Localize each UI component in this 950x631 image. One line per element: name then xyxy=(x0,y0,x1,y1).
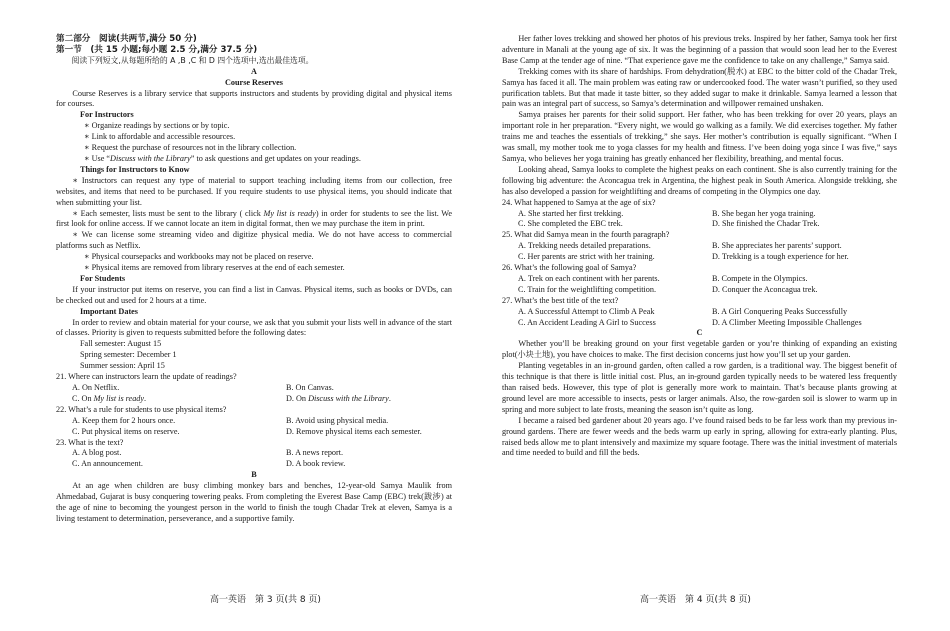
things-item: ∗ Physical items are removed from library reserves at the end of each semester. xyxy=(84,263,345,273)
q21-option-d[interactable]: D. On Discuss with the Library. xyxy=(286,393,391,403)
q23-option-b[interactable]: B. A news report. xyxy=(286,448,344,458)
passage-b-paragraph-4: Samya praises her parents for their solid support. Her father, who has been trekking for over 20 years, plays an important role in her preparation. “Every night, we would go walking as a family. We did exercises together. My father trains me and teaches the essentials of trekking,” she says. Her mother’s contribution is equally significant. “When I was small, my mother took me to yoga classes for my health and fitness. I’ve been doing yoga since I was five,” says Samya, who believes her yoga training has greatly enhanced her flexibility, breathing, and mental focus. xyxy=(502,110,897,163)
date-item: Summer session: April 15 xyxy=(80,361,165,371)
q26-options-row2 xyxy=(502,285,897,296)
passage-b-paragraph-2: Her father loves trekking and showed her photos of his previous treks. Inspired by her father, Samya took her first adventure in Manali at the young age of six. It was the beginning of a passion that would soon lead her to the Everest Base Camp at the tender age of nine. “That experience gave me the confidence to take on any challenge,” Samya said. xyxy=(502,34,897,65)
q22-option-b[interactable]: B. Avoid using physical media. xyxy=(286,415,389,425)
for-instructors-item: ∗ Request the purchase of resources not in the library collection. xyxy=(84,143,297,153)
q21-options-row2 xyxy=(56,394,452,405)
passage-b-label: B xyxy=(251,470,257,480)
date-item: Spring semester: December 1 xyxy=(80,350,177,360)
passage-c-paragraph-3: I became a raised bed gardener about 20 years ago. I’ve found raised beds to be far less work than my previous in-ground gardens. There are fewer weeds and the beds warm up early in spring, allowing for extra-early planting. Plus, raised beds allow me to plant intensively and maximize my square footage. There was the initial investment of materials and time needed to build and fill the beds. xyxy=(502,415,897,458)
q27-option-a[interactable]: A. A Successful Attempt to Climb A Peak xyxy=(518,306,655,316)
question-26: 26. What’s the following goal of Samya? xyxy=(502,263,637,273)
things-item: ∗ Each semester, lists must be sent to the library ( click My list is ready) in order for students to see the list. We first look for online access. If we cannot locate an item in digital format, then we may purchase the item in print. xyxy=(56,208,452,229)
q24-option-c[interactable]: C. She completed the EBC trek. xyxy=(518,219,623,229)
things-item: ∗ We can license some streaming video and digitize physical media. We do not have access to commercial platforms such as Netflix. xyxy=(56,230,452,251)
footer-right-page-number: 高一英语 第 4 页(共 8 页) xyxy=(640,595,751,605)
q27-options-row1 xyxy=(502,307,897,318)
q23-option-c[interactable]: C. An announcement. xyxy=(72,459,143,469)
for-instructors-heading: For Instructors xyxy=(80,110,134,120)
q23-options-row2 xyxy=(56,459,452,470)
for-instructors-item-use: ∗ Use “Discuss with the Library” to ask questions and get updates on your readings. xyxy=(84,153,361,163)
q21-option-b[interactable]: B. On Canvas. xyxy=(286,383,334,392)
q22-option-c[interactable]: C. Put physical items on reserve. xyxy=(72,426,180,436)
question-25: 25. What did Samya mean in the fourth paragraph? xyxy=(502,230,670,240)
question-21: 21. Where can instructors learn the update of readings? xyxy=(56,372,237,382)
passage-b-paragraph-1: At an age when children are busy climbing monkey bars and benches, 12-year-old Samya Maulik from Ahmedabad, Gujarat is busy conquering towering peaks. From completing the Everest Base Camp (EBC) trek(跋涉) at the age of nine to becoming the youngest person in the world to finish the tough Chadar Trek at eleven, Samya is a living testament to determination, perseverance, and a supportive family. xyxy=(56,481,452,523)
for-students-heading: For Students xyxy=(80,273,126,283)
q24-option-a[interactable]: A. She started her first trekking. xyxy=(518,208,624,218)
q24-options-row2 xyxy=(502,219,897,230)
q27-option-b[interactable]: B. A Girl Conquering Peaks Successfully xyxy=(712,306,848,316)
things-item: ∗ Physical coursepacks and workbooks may not be placed on reserve. xyxy=(84,252,314,262)
question-22: 22. What’s a rule for students to use physical items? xyxy=(56,404,227,414)
question-24: 24. What happened to Samya at the age of six? xyxy=(502,197,656,207)
passage-a-title: Course Reserves xyxy=(225,77,283,87)
intro-paragraph: Course Reserves is a library service that supports instructors and students by providing digital and physical items for courses. xyxy=(56,88,452,109)
q21-options-row1 xyxy=(56,383,452,394)
left-page xyxy=(56,34,452,525)
q27-option-c[interactable]: C. An Accident Leading A Girl to Success xyxy=(518,317,656,327)
passage-c-label: C xyxy=(696,328,703,338)
q21-option-c[interactable]: C. On My list is ready. xyxy=(72,393,147,403)
important-dates-paragraph: In order to review and obtain material for your course, we ask that you submit your lists well in advance of the start of classes. Priority is given to requests submitted before the following dates: xyxy=(56,317,452,338)
passage-b-paragraph-3: Trekking comes with its share of hardships. From dehydration(脱水) at EBC to the bitter cold of the Chadar Trek, Samya has faced it all. The main problem was eating raw or undercooked food. The water wasn’t purified, so they used purification tablets. But that made it taste bitter, so they added sugar to make it drinkable. Samya learned a lesson that pain was an integral part of success, so Samya’s determination and willpower remained unshaken. xyxy=(502,66,897,109)
q22-options-row2 xyxy=(56,427,452,438)
q26-option-c[interactable]: C. Train for the weightlifting competition. xyxy=(518,284,657,294)
footer-left-page-number: 高一英语 第 3 页(共 8 页) xyxy=(210,595,321,605)
for-instructors-item: ∗ Organize readings by sections or by topic. xyxy=(84,121,230,131)
q22-options-row1 xyxy=(56,416,452,427)
section1-header: 第一节 (共 15 小题;每小题 2.5 分,满分 37.5 分) xyxy=(56,44,258,55)
things-heading: Things for Instructors to Know xyxy=(80,164,190,174)
question-23: 23. What is the text? xyxy=(56,437,124,447)
passage-a-label: A xyxy=(251,66,257,76)
q22-option-d[interactable]: D. Remove physical items each semester. xyxy=(286,426,422,436)
for-students-paragraph: If your instructor put items on reserve, you can find a list in Canvas. Physical items, such as books or DVDs, can be checked out and used for 2 hours at a time. xyxy=(56,284,452,305)
important-dates-heading: Important Dates xyxy=(80,306,138,316)
q25-option-a[interactable]: A. Trekking needs detailed preparations. xyxy=(518,241,651,251)
q21-option-a[interactable]: A. On Netflix. xyxy=(72,383,120,392)
q26-option-a[interactable]: A. Trek on each continent with her parents. xyxy=(518,273,660,283)
instruction: 阅读下列短文,从每题所给的 A ,B ,C 和 D 四个选项中,选出最佳选项。 xyxy=(71,55,314,65)
q27-options-row2 xyxy=(502,318,897,329)
q25-option-c[interactable]: C. Her parents are strict with her training. xyxy=(518,252,655,262)
passage-c-paragraph-1: Whether you’ll be breaking ground on your first vegetable garden or you’re thinking of expanding an existing plot(小块土地), you have choices to make. The first decision concerns just how you’ll set up your garden. xyxy=(502,339,897,360)
q24-option-d[interactable]: D. She finished the Chadar Trek. xyxy=(712,219,820,229)
q26-option-d[interactable]: D. Conquer the Aconcagua trek. xyxy=(712,284,818,294)
date-item: Fall semester: August 15 xyxy=(80,339,162,349)
q25-options-row1 xyxy=(502,241,897,252)
for-instructors-item: ∗ Link to affordable and accessible resources. xyxy=(84,132,236,142)
q26-options-row1 xyxy=(502,274,897,285)
part-header: 第二部分 阅读(共两节,满分 50 分) xyxy=(56,34,197,44)
q24-option-b[interactable]: B. She began her yoga training. xyxy=(712,208,816,218)
q23-option-a[interactable]: A. A blog post. xyxy=(72,448,122,458)
q25-option-b[interactable]: B. She appreciates her parents’ support. xyxy=(712,241,842,251)
question-27: 27. What’s the best title of the text? xyxy=(502,295,619,305)
q23-option-d[interactable]: D. A book review. xyxy=(286,459,346,469)
q27-option-d[interactable]: D. A Climber Meeting Impossible Challenges xyxy=(712,317,862,327)
passage-b-paragraph-5: Looking ahead, Samya looks to complete the highest peaks on each continent. She is also currently training for the following big adventure: the Aconcagua trek in Argentina, the highest peak in South America. Alongside trekking, she has also developed a passion for weightlifting and dreams of competing in the Olympics one day. xyxy=(502,164,897,196)
q25-options-row2 xyxy=(502,252,897,263)
things-item: ∗ Instructors can request any type of material to support teaching including items from our collection, free websites, and items that need to be purchased. If you require students to use physical items, you should indicate that when submitting your list. xyxy=(56,175,452,207)
passage-c-paragraph-2: Planting vegetables in an in-ground garden, often called a row garden, is a traditional way. The biggest benefit of this technique is that there is little initial cost. Plus, an in-ground garden typically needs to be watered less frequently than raised beds. However, this type of plot is generally more work to maintain. That’s because plants growing at ground level are more accessible to insects, pests or larger animals. Also, the row-garden soil is slower to warm up in spring and more subject to late frosts, meaning the season isn’t quite as long. xyxy=(502,361,897,414)
q26-option-b[interactable]: B. Compete in the Olympics. xyxy=(712,273,808,283)
right-page xyxy=(502,34,897,459)
q23-options-row1 xyxy=(56,448,452,459)
q22-option-a[interactable]: A. Keep them for 2 hours once. xyxy=(72,415,176,425)
q25-option-d[interactable]: D. Trekking is a tough experience for her. xyxy=(712,252,849,262)
q24-options-row1 xyxy=(502,209,897,220)
